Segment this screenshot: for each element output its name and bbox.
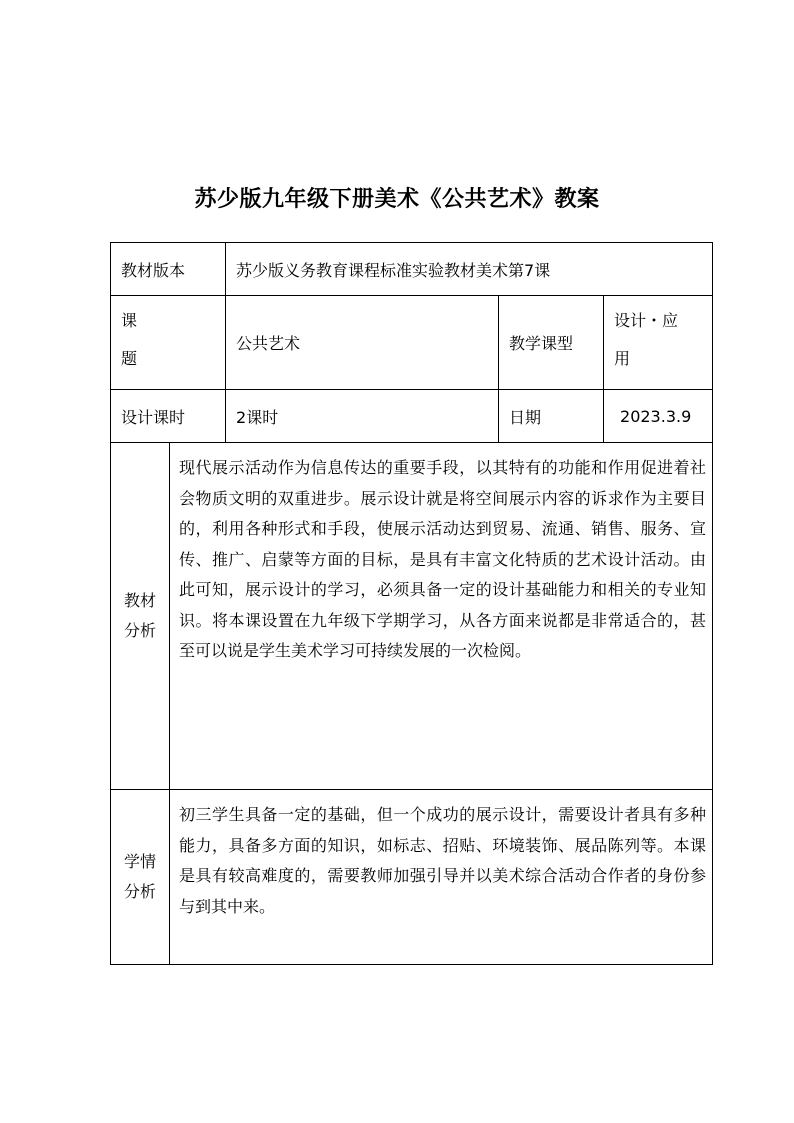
- edition-value: 苏少版义务教育课程标准实验教材美术第7课: [226, 243, 713, 296]
- table-row-students: [111, 790, 713, 965]
- lesson-type-line1: 设计・应: [614, 311, 679, 330]
- material-content: 现代展示活动作为信息传达的重要手段，以其特有的功能和作用促进着社会物质文明的双重进步。展示设计就是将空间展示内容的诉求作为主要目的，利用各种形式和手段，使展示活动达到贸易、流通、销售、服务、宣传、推广、启蒙等方面的目标，是具有丰富文化特质的艺术设计活动。由此可知，展示设计的学习，必须具备一定的设计基础能力和相关的专业知识。将本课设置在九年级下学期学习，从各方面来说都是非常适合的，甚至可以说是学生美术学习可持续发展的一次检阅。: [170, 443, 713, 790]
- students-label: [111, 790, 170, 965]
- lesson-type-label: 教学课型: [499, 296, 604, 390]
- lesson-type-line2: 用: [614, 349, 631, 368]
- material-label-line2: 分析: [123, 621, 156, 640]
- edition-label: 教材版本: [111, 243, 226, 296]
- table-row-hours: [111, 390, 713, 443]
- lesson-type-value: [604, 296, 713, 390]
- material-label: [111, 443, 170, 790]
- date-value: 2023.3.9: [604, 390, 713, 443]
- table-row-material: [111, 443, 713, 790]
- topic-label-line2: 题: [121, 349, 138, 368]
- students-label-line2: 分析: [123, 882, 156, 901]
- topic-value: 公共艺术: [226, 296, 499, 390]
- table-row-edition: [111, 243, 713, 296]
- date-label: 日期: [499, 390, 604, 443]
- hours-label: 设计课时: [111, 390, 226, 443]
- students-label-line1: 学情: [123, 852, 156, 871]
- students-content: 初三学生具备一定的基础，但一个成功的展示设计，需要设计者具有多种能力，具备多方面的知识，如标志、招贴、环境装饰、展品陈列等。本课是具有较高难度的，需要教师加强引导并以美术综合活动合作者的身份参与到其中来。: [170, 790, 713, 965]
- material-label-line1: 教材: [123, 591, 156, 610]
- topic-label: [111, 296, 226, 390]
- hours-value: 2课时: [226, 390, 499, 443]
- lesson-plan-table: [110, 242, 713, 965]
- table-row-topic: [111, 296, 713, 390]
- page-title: 苏少版九年级下册美术《公共艺术》教案: [194, 186, 600, 212]
- topic-label-line1: 课: [121, 311, 138, 330]
